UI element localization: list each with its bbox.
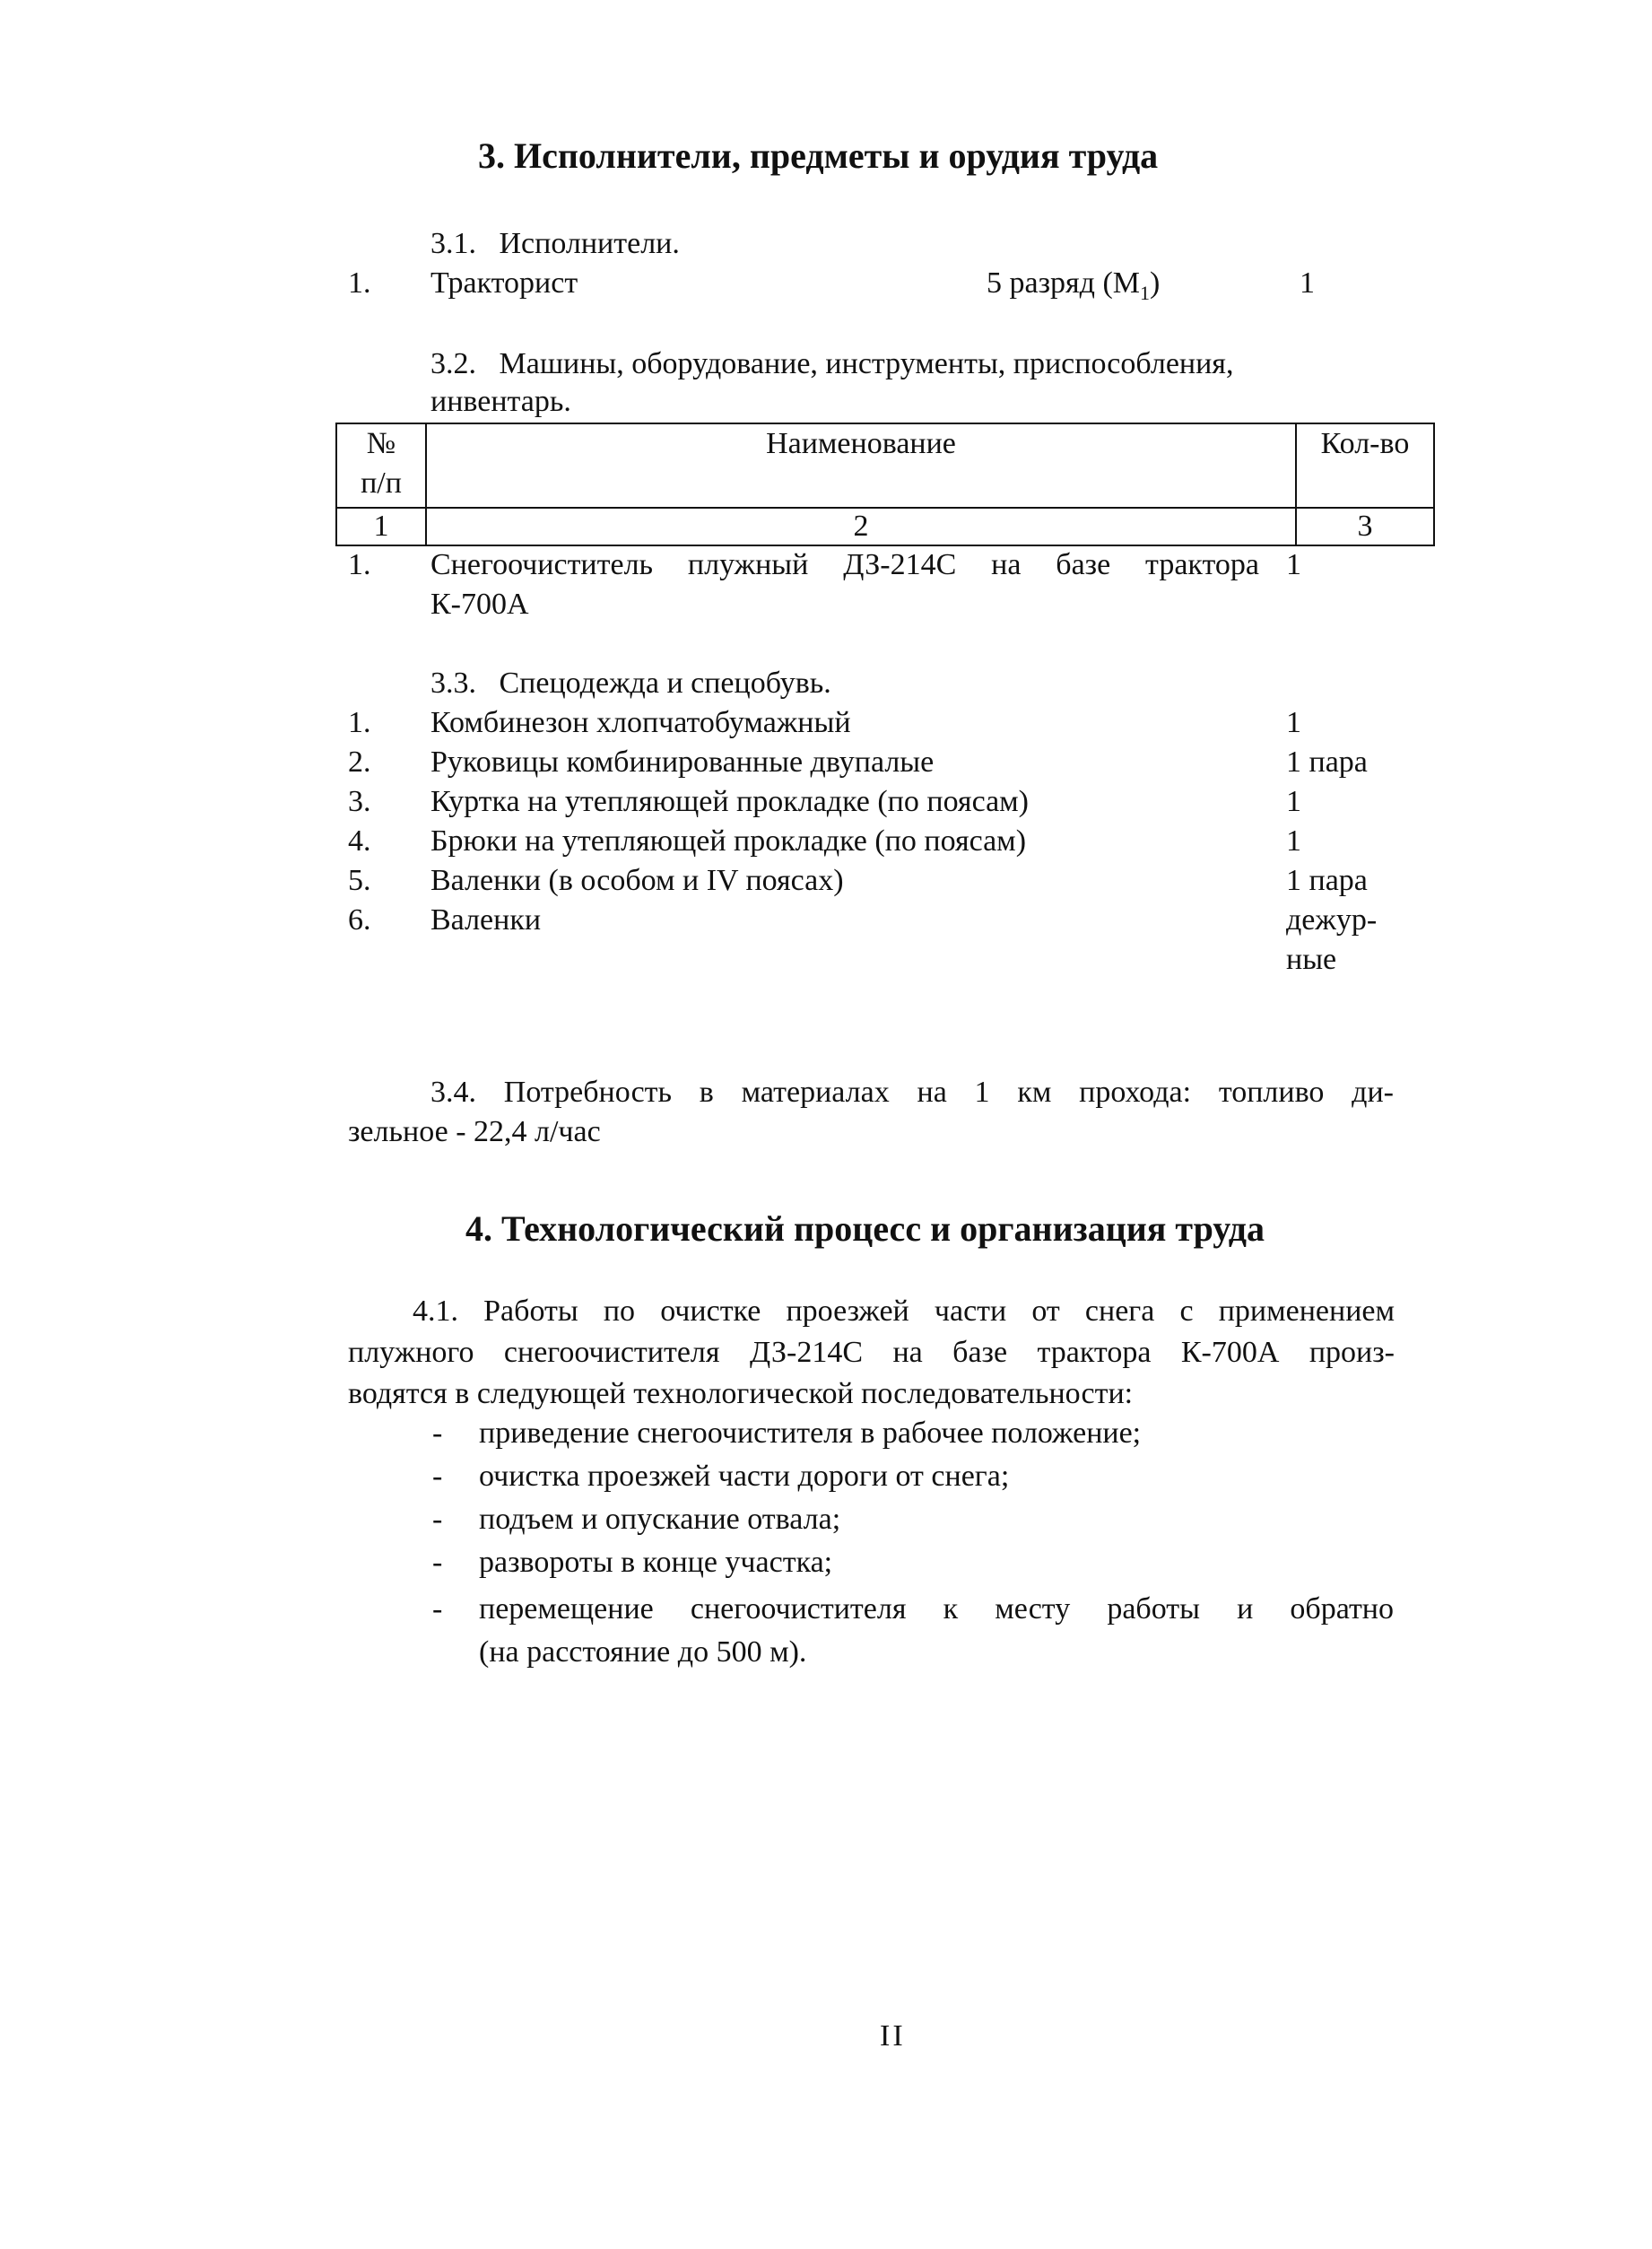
list-item: - очистка проезжей части дороги от снега; (432, 1460, 1010, 1493)
list-item: 6. Валенки дежур- ные (348, 903, 1378, 976)
list-item: 4. Брюки на утепляющей прокладке (по поясам) 1 (348, 824, 1301, 858)
materials-line1: 3.4. Потребность в материалах на 1 км прохода: топливо ди- (430, 1076, 1394, 1109)
page-number: II (880, 2019, 906, 2053)
col-number-2: 2 (426, 508, 1296, 545)
equipment-table (335, 423, 1435, 546)
subsection-3-1-heading: 3.1. Исполнители. (430, 227, 680, 260)
subsection-3-2-heading-line2: инвентарь. (430, 385, 571, 418)
performer-qty: 1 (1300, 266, 1315, 300)
equipment-qty: 1 (1286, 548, 1301, 581)
paragraph-4-1-line1: 4.1. Работы по очистке проезжей части от снега с применением (413, 1294, 1395, 1328)
performer-rank: 5 разряд $(М_1)$ (987, 266, 1161, 304)
equipment-name-line2: К-700А (430, 588, 529, 621)
list-item: 1. Комбинезон хлопчатобумажный 1 (348, 706, 1301, 739)
list-item: 5. Валенки (в особом и IV поясах) 1 пара (348, 864, 1368, 897)
list-item: - перемещение снегоочистителя к месту работы и обратно (на расстояние до 500 м). (432, 1592, 1394, 1669)
section-4-title: 4. Технологический процесс и организация труда (465, 1208, 1265, 1249)
header-qty: Кол-во (1296, 423, 1434, 508)
materials-line2: зельное - 22,4 л/час (348, 1115, 601, 1148)
col-number-1: 1 (336, 508, 426, 545)
subsection-3-2-heading-line1: 3.2. Машины, оборудование, инструменты, приспособления, (430, 347, 1234, 380)
list-item: - приведение снегоочистителя в рабочее положение; (432, 1417, 1142, 1450)
subsection-3-3-heading: 3.3. Спецодежда и спецобувь. (430, 667, 831, 700)
equipment-item (348, 545, 1424, 585)
list-item: 3. Куртка на утепляющей прокладке (по поясам) 1 (348, 785, 1301, 818)
performer-name: Тракторист (430, 266, 578, 300)
list-item: - подъем и опускание отвала; (432, 1503, 841, 1536)
section-3-title: 3. Исполнители, предметы и орудия труда (478, 135, 1159, 176)
table-column-numbers-row (336, 508, 1434, 545)
paragraph-4-1-line3: водятся в следующей технологической последовательности: (348, 1377, 1134, 1410)
table-header-row (336, 423, 1434, 508)
header-name: Наименование (426, 423, 1296, 508)
performer-row (348, 264, 1424, 303)
list-item: 2. Руковицы комбинированные двупалые 1 пара (348, 745, 1368, 779)
performer-number: 1. (348, 266, 371, 300)
list-item: - развороты в конце участка; (432, 1546, 833, 1579)
equipment-number: 1. (348, 548, 371, 581)
paragraph-4-1-line2: плужного снегоочистителя ДЗ-214С на базе трактора К-700А произ- (348, 1336, 1395, 1369)
header-number: № п/п (336, 423, 426, 508)
col-number-3: 3 (1296, 508, 1434, 545)
equipment-name-line1: Снегоочиститель плужный ДЗ-214С на базе трактора (430, 548, 1259, 581)
